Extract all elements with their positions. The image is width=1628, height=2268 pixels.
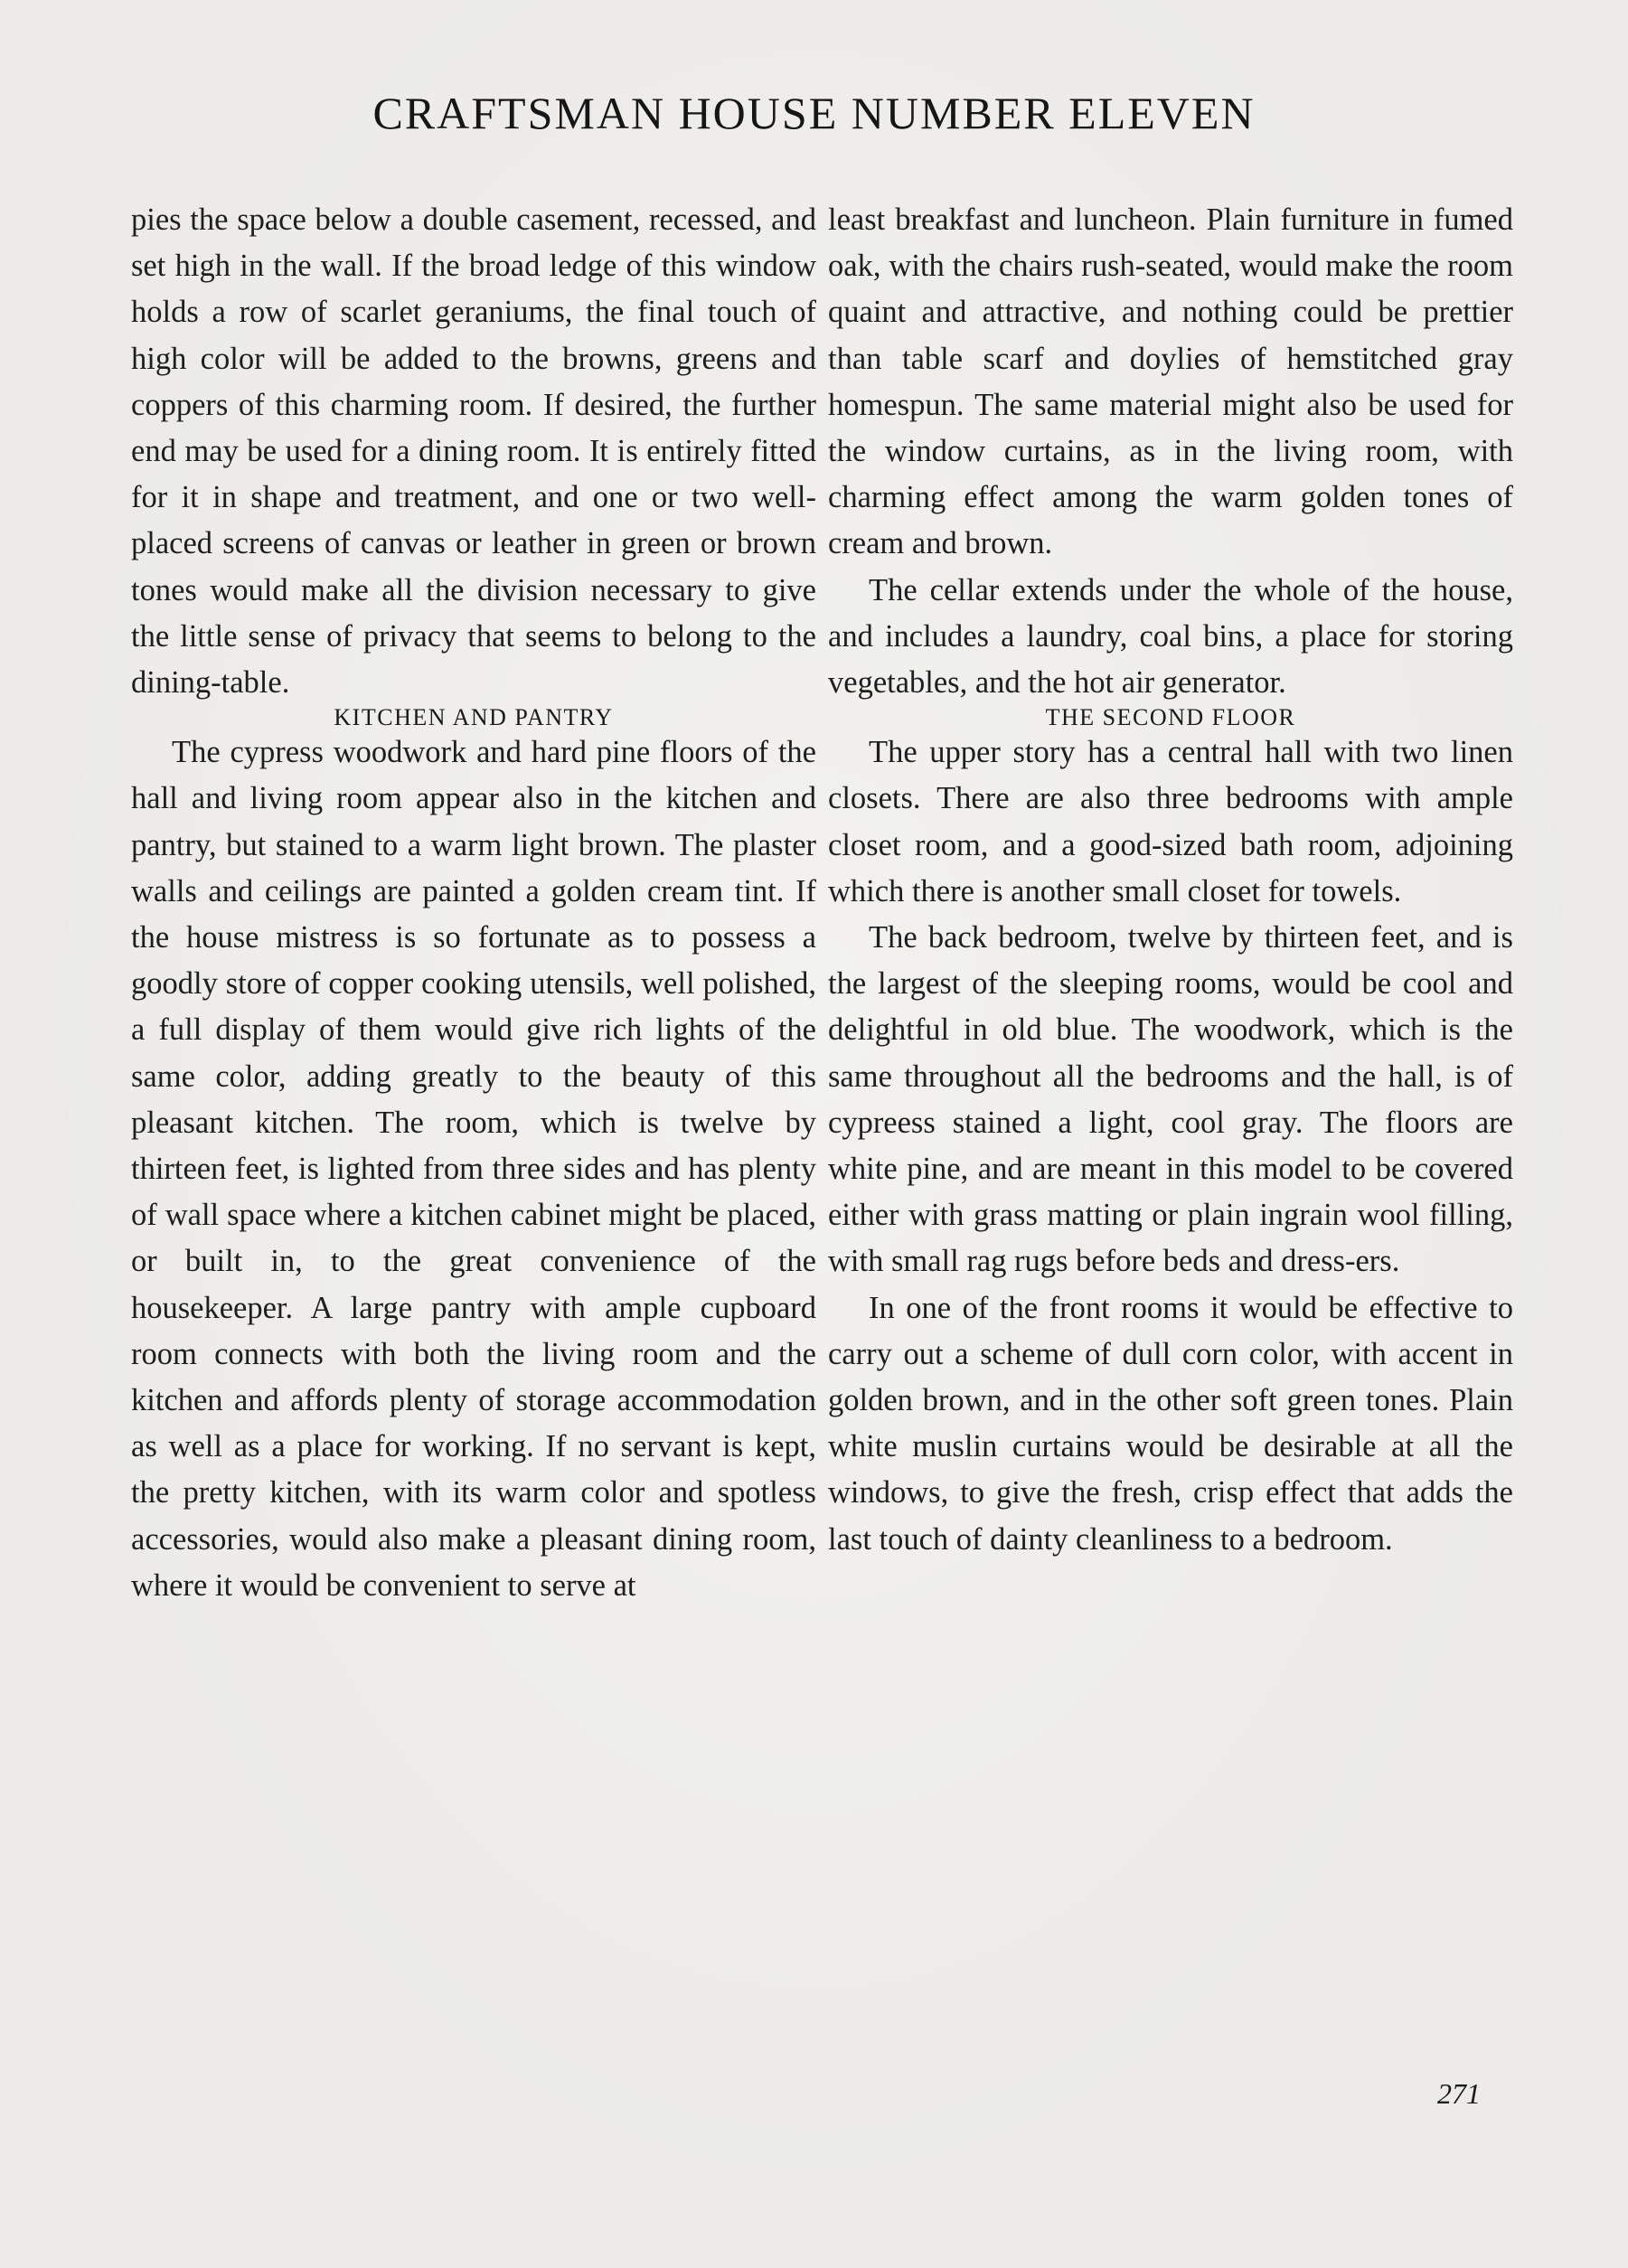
right-paragraph-2: The cellar extends under the whole of the house, and includes a laundry, coal bins, a place for storing vegetables, and the hot air generator. <box>828 572 1513 701</box>
left-paragraph-2: The cypress woodwork and hard pine floors of the hall and living room appear also in the kitchen and pantry, but stained to a warm light brown. The plaster walls and ceilings are painted a golden cream tint. If the house mistress is so fortunate as to possess a goodly store of copper cooking utensils, well polished, a full display of them would give rich lights of the same color, adding greatly to the beauty of this pleasant kitchen. The room, which is twelve by thirteen feet, is lighted from three sides and has plenty of wall space where a kitchen cabinet might be placed, or built in, to the great convenience of the housekeeper. A large pantry with ample cupboard room connects with both the living room and the kitchen and affords plenty of storage accommodation as well as a place for working. If no servant is kept, the pretty kitchen, with its warm color and spotless accessories, would also make a pleasant dining room, where it would be convenient to serve at <box>131 735 816 1603</box>
left-column <box>131 197 816 1609</box>
left-paragraph-1: pies the space below a double casement, recessed, and set high in the wall. If the broad ledge of this window holds a row of scarlet geraniums, the final touch of high color will be added to the browns, greens and coppers of this charming room. If desired, the further end may be used for a dining room. It is entirely fitted for it in shape and treatment, and one or two well-placed screens of canvas or leather in green or brown tones would make all the division necessary to give the little sense of privacy that seems to belong to the dining-table. <box>131 202 816 701</box>
section-heading-kitchen: KITCHEN AND PANTRY <box>334 704 614 731</box>
right-paragraph-4: The back bedroom, twelve by thirteen feet, and is the largest of the sleeping rooms, would be cool and delightful in old blue. The woodwork, which is the same throughout all the bedrooms and the hall, is of cypreess stained a light, cool gray. The floors are white pine, and are meant in this model to be covered either with grass matting or plain ingrain wool filling, with small rag rugs before beds and dress-ers. <box>828 920 1513 1279</box>
page-number: 271 <box>1437 2077 1481 2110</box>
right-paragraph-5: In one of the front rooms it would be effective to carry out a scheme of dull corn color, with accent in golden brown, and in the other soft green tones. Plain white muslin curtains would be desirable at all the windows, to give the fresh, crisp effect that adds the last touch of dainty cleanliness to a bedroom. <box>828 1290 1513 1557</box>
right-paragraph-1: least breakfast and luncheon. Plain furniture in fumed oak, with the chairs rush-seated, would make the room quaint and attractive, and nothing could be prettier than table scarf and doylies of hemstitched gray homespun. The same material might also be used for the window curtains, as in the living room, with charming effect among the warm golden tones of cream and brown. <box>828 202 1513 561</box>
right-column <box>828 197 1513 1563</box>
section-heading-second-floor: THE SECOND FLOOR <box>1045 704 1296 731</box>
right-paragraph-3: The upper story has a central hall with two linen closets. There are also three bedrooms with ample closet room, and a good-sized bath room, adjoining which there is another small closet for towels. <box>828 735 1513 908</box>
page-title: CRAFTSMAN HOUSE NUMBER ELEVEN <box>372 88 1256 138</box>
